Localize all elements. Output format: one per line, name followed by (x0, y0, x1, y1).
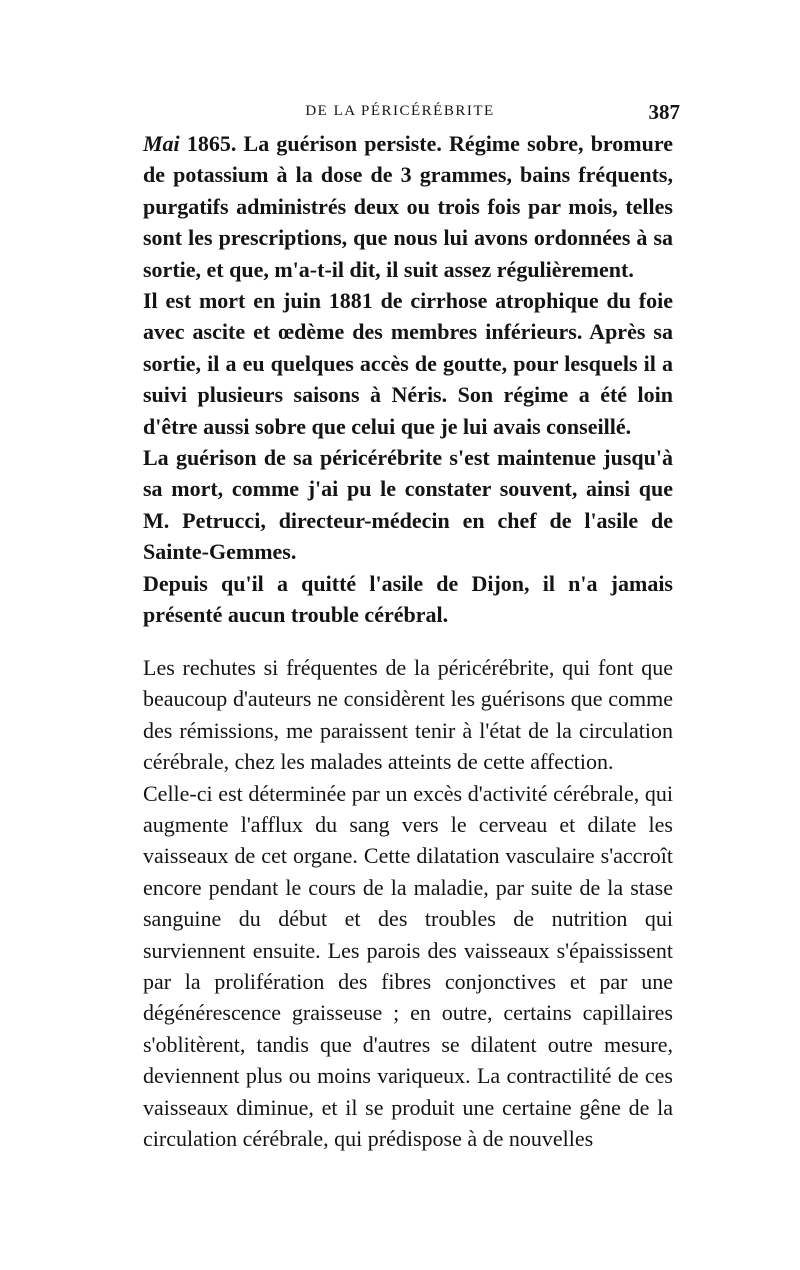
case-note-paragraph-3: La guérison de sa péricérébrite s'est maintenue jusqu'à sa mort, comme j'ai pu le constater souvent, ainsi que M. Petrucci, directeur-médecin en chef de l'asile de Sainte-Gemmes. (143, 445, 673, 565)
case-note (143, 128, 673, 631)
case-note-paragraph-2: Il est mort en juin 1881 de cirrhose atrophique du foie avec ascite et œdème des membres inférieurs. Après sa sortie, il a eu quelques accès de goutte, pour lesquels il a suivi plusieurs saisons à Néris. Son régime a été loin d'être aussi sobre que celui que je lui avais conseillé. (143, 288, 673, 439)
case-note-paragraph-4: Depuis qu'il a quitté l'asile de Dijon, il n'a jamais présenté aucun trouble cérébral. (143, 570, 673, 628)
case-note-paragraph-1-text: 1865. La guérison persiste. Régime sobre, bromure de potassium à la dose de 3 grammes, bains fréquents, purgatifs administrés deux ou trois fois par mois, telles sont les prescriptions, que nous lui avons ordonnées à sa sortie, et que, m'a-t-il dit, il suit assez régulièrement. (143, 131, 673, 282)
running-title: DE LA PÉRICÉRÉBRITE (305, 103, 495, 119)
running-head (120, 100, 680, 129)
case-note-date-lead: Mai (143, 131, 180, 156)
main-paragraph-2: Celle-ci est déterminée par un excès d'activité cérébrale, qui augmente l'afflux du sang vers le cerveau et dilate les vaisseaux de cet organe. Cette dilatation vasculaire s'accroît encore pendant le cours de la maladie, par suite de la stase sanguine du début et des troubles de nutrition qui surviennent ensuite. Les parois des vaisseaux s'épaississent par la prolifération des fibres conjonctives et par une dégénérescence graisseuse ; en outre, certains capillaires s'oblitèrent, tandis que d'autres se dilatent outre mesure, deviennent plus ou moins variqueux. La contractilité de ces vaisseaux diminue, et il se produit une certaine gêne de la circulation cérébrale, qui prédispose à de nouvelles (143, 780, 673, 1152)
main-paragraph-1: Les rechutes si fréquentes de la péricérébrite, qui font que beaucoup d'auteurs ne considèrent les guérisons que comme des rémissions, me paraissent tenir à l'état de la circulation cérébrale, chez les malades atteints de cette affection. (143, 655, 673, 775)
case-note-paragraph-1 (143, 128, 673, 285)
main-text (143, 652, 673, 1155)
page-number: 387 (648, 100, 680, 124)
